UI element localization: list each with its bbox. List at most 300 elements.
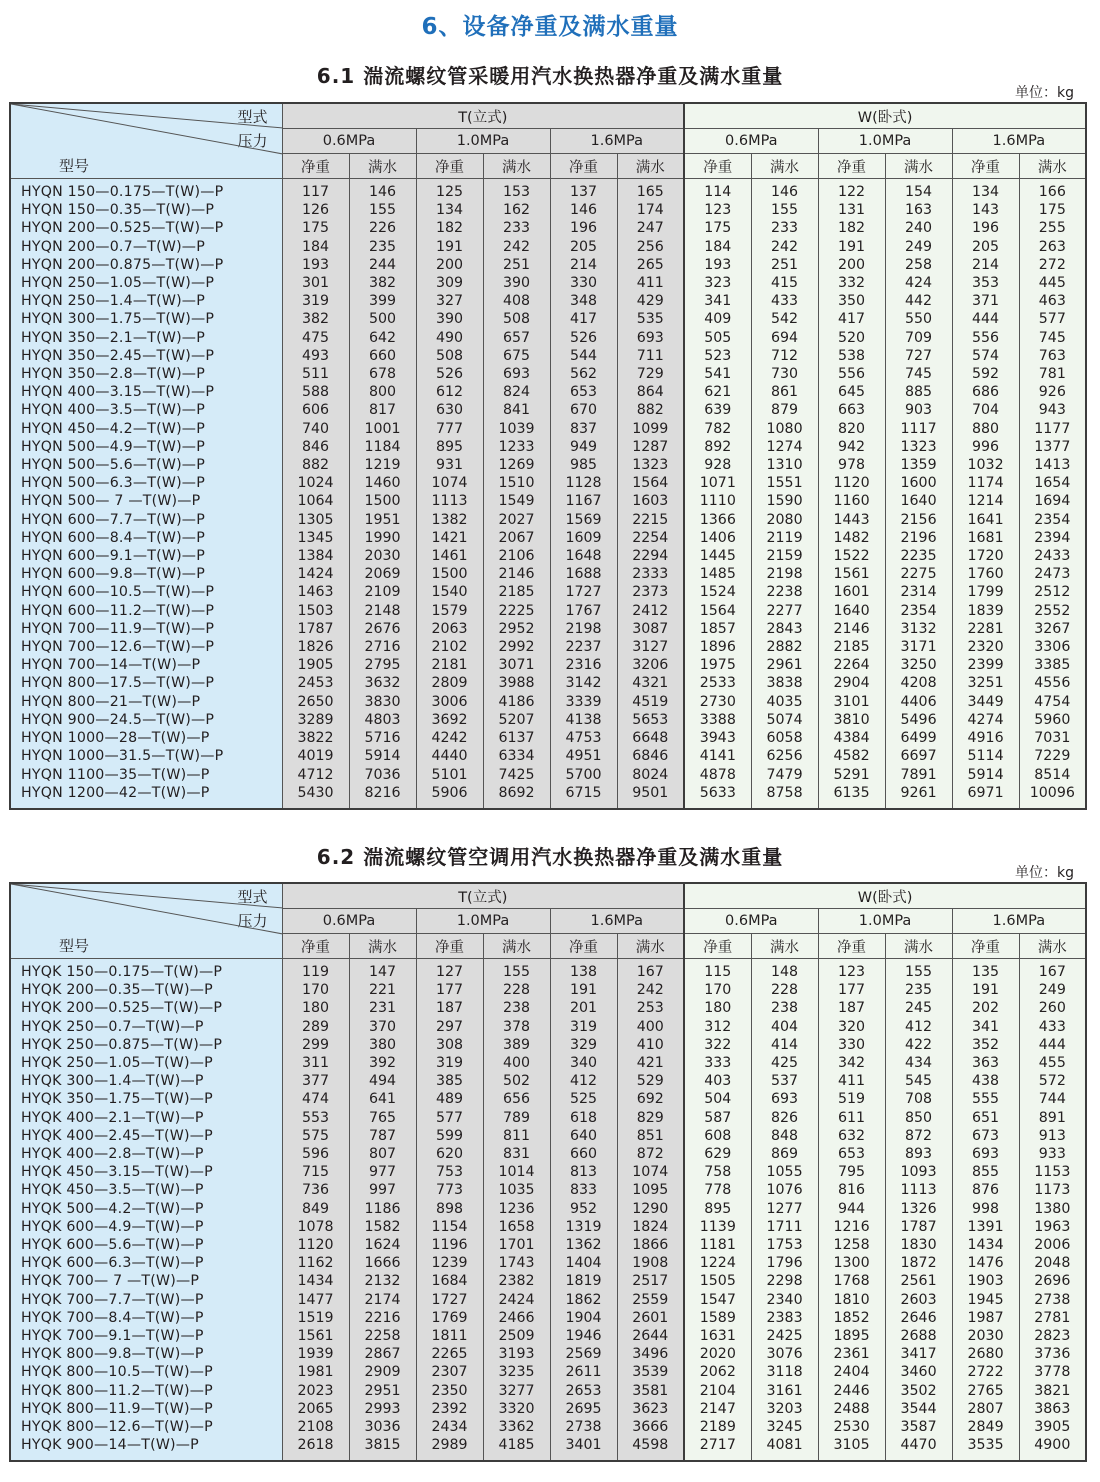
weight-cell: 1951 <box>349 511 416 529</box>
weight-cell: 3206 <box>617 656 684 674</box>
weight-cell: 2952 <box>483 620 550 638</box>
weight-cell: 606 <box>282 401 349 419</box>
net-weight-header: 净重 <box>416 934 483 959</box>
weight-cell: 787 <box>349 1127 416 1145</box>
weight-cell: 1903 <box>952 1272 1019 1290</box>
weight-cell: 2795 <box>349 656 416 674</box>
model-cell: HYQN 1000—31.5—T(W)—P <box>10 747 282 765</box>
weight-cell: 2298 <box>751 1272 818 1290</box>
model-cell: HYQK 600—6.3—T(W)—P <box>10 1254 282 1272</box>
weight-cell: 155 <box>885 959 952 982</box>
weight-cell: 765 <box>349 1109 416 1127</box>
header-row-type <box>10 883 1086 909</box>
weight-cell: 7229 <box>1019 747 1086 765</box>
weight-cell: 525 <box>550 1090 617 1108</box>
full-water-header: 满水 <box>617 934 684 959</box>
weight-cell: 727 <box>885 347 952 365</box>
weight-cell: 1110 <box>684 492 751 510</box>
weight-cell: 6846 <box>617 747 684 765</box>
table-row <box>10 711 1086 729</box>
weight-cell: 1120 <box>818 474 885 492</box>
weight-cell: 148 <box>751 959 818 982</box>
net-weight-header: 净重 <box>282 934 349 959</box>
model-cell: HYQK 250—0.875—T(W)—P <box>10 1036 282 1054</box>
weight-cell: 824 <box>483 383 550 401</box>
weight-cell: 592 <box>952 365 1019 383</box>
weight-cell: 2237 <box>550 638 617 656</box>
weight-cell: 2404 <box>818 1363 885 1381</box>
weight-cell: 5074 <box>751 711 818 729</box>
weight-cell: 1154 <box>416 1218 483 1236</box>
weight-cell: 6648 <box>617 729 684 747</box>
weight-cell: 640 <box>550 1127 617 1145</box>
weight-cell: 2062 <box>684 1363 751 1381</box>
weight-cell: 709 <box>885 329 952 347</box>
weight-cell: 1666 <box>349 1254 416 1272</box>
table-row <box>10 383 1086 401</box>
weight-cell: 1939 <box>282 1345 349 1363</box>
weight-cell: 1024 <box>282 474 349 492</box>
weight-cell: 817 <box>349 401 416 419</box>
weight-cell: 242 <box>483 238 550 256</box>
weight-cell: 675 <box>483 347 550 365</box>
table-row <box>10 1345 1086 1363</box>
weight-cell: 1055 <box>751 1163 818 1181</box>
weight-cell: 3127 <box>617 638 684 656</box>
weight-cell: 180 <box>684 999 751 1017</box>
weight-cell: 1095 <box>617 1181 684 1199</box>
weight-cell: 949 <box>550 438 617 456</box>
weight-cell: 240 <box>885 219 952 237</box>
pressure-header: 0.6MPa <box>684 909 818 934</box>
weight-cell: 3821 <box>1019 1382 1086 1400</box>
weight-cell: 3193 <box>483 1345 550 1363</box>
weight-cell: 301 <box>282 274 349 292</box>
table-row <box>10 1018 1086 1036</box>
weight-cell: 2235 <box>885 547 952 565</box>
weight-cell: 3320 <box>483 1400 550 1418</box>
table-row <box>10 401 1086 419</box>
weight-cell: 175 <box>1019 201 1086 219</box>
weight-cell: 1590 <box>751 492 818 510</box>
weight-cell: 913 <box>1019 1127 1086 1145</box>
weight-cell: 3105 <box>818 1436 885 1461</box>
weight-cell: 309 <box>416 274 483 292</box>
weight-cell: 205 <box>550 238 617 256</box>
weight-cell: 4242 <box>416 729 483 747</box>
weight-cell: 425 <box>751 1054 818 1072</box>
weight-cell: 933 <box>1019 1145 1086 1163</box>
weight-cell: 928 <box>684 456 751 474</box>
pressure-header: 1.6MPa <box>550 909 684 934</box>
table-row <box>10 999 1086 1017</box>
weight-cell: 3071 <box>483 656 550 674</box>
weight-cell: 371 <box>952 292 1019 310</box>
weight-cell: 4208 <box>885 674 952 692</box>
weight-cell: 411 <box>617 274 684 292</box>
weight-cell: 3250 <box>885 656 952 674</box>
weight-cell: 409 <box>684 310 751 328</box>
weight-cell: 1787 <box>282 620 349 638</box>
weight-cell: 193 <box>684 256 751 274</box>
weight-cell: 2488 <box>818 1400 885 1418</box>
weight-cell: 348 <box>550 292 617 310</box>
weight-cell: 1216 <box>818 1218 885 1236</box>
weight-cell: 2823 <box>1019 1327 1086 1345</box>
weight-cell: 892 <box>684 438 751 456</box>
weight-cell: 5906 <box>416 784 483 809</box>
pressure-header: 1.6MPa <box>952 129 1086 154</box>
weight-cell: 678 <box>349 365 416 383</box>
weight-cell: 474 <box>282 1090 349 1108</box>
weight-cell: 872 <box>617 1145 684 1163</box>
weight-cell: 2722 <box>952 1363 1019 1381</box>
weight-cell: 1001 <box>349 420 416 438</box>
weight-cell: 1564 <box>684 602 751 620</box>
section-1-title: 6.1 湍流螺纹管采暖用汽水换热器净重及满水重量 <box>316 64 784 88</box>
weight-cell: 8692 <box>483 784 550 809</box>
table-row <box>10 547 1086 565</box>
net-weight-header: 净重 <box>282 154 349 179</box>
weight-cell: 1117 <box>885 420 952 438</box>
model-cell: HYQN 600—10.5—T(W)—P <box>10 583 282 601</box>
table-row <box>10 438 1086 456</box>
weight-cell: 214 <box>952 256 1019 274</box>
weight-cell: 587 <box>684 1109 751 1127</box>
weight-cell: 322 <box>684 1036 751 1054</box>
weight-cell: 693 <box>952 1145 1019 1163</box>
weight-cell: 1184 <box>349 438 416 456</box>
weight-cell: 2904 <box>818 674 885 692</box>
weight-cell: 2717 <box>684 1436 751 1461</box>
weight-cell: 1720 <box>952 547 1019 565</box>
weight-cell: 1796 <box>751 1254 818 1272</box>
weight-cell: 500 <box>349 310 416 328</box>
weight-cell: 711 <box>617 347 684 365</box>
weight-cell: 184 <box>282 238 349 256</box>
net-weight-header: 净重 <box>684 934 751 959</box>
weight-cell: 2676 <box>349 620 416 638</box>
weight-cell: 1323 <box>885 438 952 456</box>
weight-cell: 2023 <box>282 1382 349 1400</box>
weight-cell: 327 <box>416 292 483 310</box>
weight-cell: 2185 <box>483 583 550 601</box>
weight-cell: 574 <box>952 347 1019 365</box>
pressure-header: 0.6MPa <box>684 129 818 154</box>
weight-cell: 2473 <box>1019 565 1086 583</box>
weight-cell: 773 <box>416 1181 483 1199</box>
weight-cell: 1549 <box>483 492 550 510</box>
weight-cell: 841 <box>483 401 550 419</box>
weight-cell: 4019 <box>282 747 349 765</box>
weight-cell: 4141 <box>684 747 751 765</box>
weight-cell: 869 <box>751 1145 818 1163</box>
weight-cell: 4712 <box>282 766 349 784</box>
weight-cell: 2104 <box>684 1382 751 1400</box>
model-cell: HYQN 700—11.9—T(W)—P <box>10 620 282 638</box>
weight-cell: 228 <box>483 981 550 999</box>
weight-cell: 651 <box>952 1109 1019 1127</box>
weight-cell: 508 <box>483 310 550 328</box>
weight-cell: 167 <box>1019 959 1086 982</box>
weight-cell: 4081 <box>751 1436 818 1461</box>
net-weight-header: 净重 <box>550 154 617 179</box>
weight-cell: 308 <box>416 1036 483 1054</box>
table-row <box>10 766 1086 784</box>
weight-cell: 1445 <box>684 547 751 565</box>
weight-cell: 174 <box>617 201 684 219</box>
weight-cell: 399 <box>349 292 416 310</box>
weight-cell: 7036 <box>349 766 416 784</box>
weight-cell: 226 <box>349 219 416 237</box>
weight-cell: 3623 <box>617 1400 684 1418</box>
weight-cell: 442 <box>885 292 952 310</box>
weight-cell: 588 <box>282 383 349 401</box>
weight-cell: 299 <box>282 1036 349 1054</box>
table-row <box>10 1236 1086 1254</box>
weight-cell: 251 <box>751 256 818 274</box>
weight-cell: 996 <box>952 438 1019 456</box>
weight-cell: 1505 <box>684 1272 751 1290</box>
weight-cell: 3587 <box>885 1418 952 1436</box>
weight-cell: 3203 <box>751 1400 818 1418</box>
type-label: 型式 <box>237 888 268 906</box>
model-cell: HYQK 250—0.7—T(W)—P <box>10 1018 282 1036</box>
weight-cell: 231 <box>349 999 416 1017</box>
weight-cell: 253 <box>617 999 684 1017</box>
weight-cell: 1233 <box>483 438 550 456</box>
weight-cell: 782 <box>684 420 751 438</box>
weight-cell: 2354 <box>1019 511 1086 529</box>
weight-cell: 134 <box>952 179 1019 202</box>
weight-cell: 6697 <box>885 747 952 765</box>
weight-cell: 2148 <box>349 602 416 620</box>
weight-cell: 1434 <box>282 1272 349 1290</box>
weight-cell: 511 <box>282 365 349 383</box>
weight-cell: 175 <box>684 219 751 237</box>
table-row <box>10 1363 1086 1381</box>
weight-cell: 2258 <box>349 1327 416 1345</box>
weight-cell: 155 <box>483 959 550 982</box>
header-row-type <box>10 103 1086 129</box>
weight-cell: 885 <box>885 383 952 401</box>
weight-cell: 202 <box>952 999 1019 1017</box>
weight-cell: 556 <box>952 329 1019 347</box>
weight-cell: 191 <box>952 981 1019 999</box>
weight-cell: 333 <box>684 1054 751 1072</box>
weight-cell: 1852 <box>818 1309 885 1327</box>
weight-cell: 2109 <box>349 583 416 601</box>
weight-cell: 1658 <box>483 1218 550 1236</box>
weight-cell: 630 <box>416 401 483 419</box>
weight-cell: 3736 <box>1019 1345 1086 1363</box>
full-water-header: 满水 <box>349 154 416 179</box>
weight-cell: 1857 <box>684 620 751 638</box>
weight-cell: 6971 <box>952 784 1019 809</box>
weight-cell: 2238 <box>751 583 818 601</box>
weight-cell: 2174 <box>349 1291 416 1309</box>
weight-cell: 1258 <box>818 1236 885 1254</box>
weight-cell: 3087 <box>617 620 684 638</box>
weight-cell: 463 <box>1019 292 1086 310</box>
weight-cell: 247 <box>617 219 684 237</box>
weight-cell: 942 <box>818 438 885 456</box>
table-row <box>10 529 1086 547</box>
weight-cell: 1839 <box>952 602 1019 620</box>
weight-cell: 1946 <box>550 1327 617 1345</box>
weight-cell: 1688 <box>550 565 617 583</box>
weight-cell: 2216 <box>349 1309 416 1327</box>
weight-cell: 811 <box>483 1127 550 1145</box>
weight-cell: 978 <box>818 456 885 474</box>
weight-cell: 3666 <box>617 1418 684 1436</box>
weight-cell: 1277 <box>751 1200 818 1218</box>
weight-cell: 632 <box>818 1127 885 1145</box>
weight-cell: 2738 <box>1019 1291 1086 1309</box>
weight-cell: 134 <box>416 201 483 219</box>
weight-cell: 6334 <box>483 747 550 765</box>
weight-cell: 2653 <box>550 1382 617 1400</box>
weight-cell: 740 <box>282 420 349 438</box>
weight-cell: 903 <box>885 401 952 419</box>
weight-cell: 1359 <box>885 456 952 474</box>
weight-cell: 1561 <box>282 1327 349 1345</box>
model-cell: HYQN 600—9.1—T(W)—P <box>10 547 282 565</box>
weight-cell: 2063 <box>416 620 483 638</box>
model-cell: HYQK 500—4.2—T(W)—P <box>10 1200 282 1218</box>
weight-cell: 1196 <box>416 1236 483 1254</box>
weight-cell: 1769 <box>416 1309 483 1327</box>
weight-cell: 3778 <box>1019 1363 1086 1381</box>
weight-cell: 555 <box>952 1090 1019 1108</box>
weight-cell: 4598 <box>617 1436 684 1461</box>
weight-cell: 3581 <box>617 1382 684 1400</box>
weight-cell: 758 <box>684 1163 751 1181</box>
weight-cell: 1177 <box>1019 420 1086 438</box>
weight-cell: 1219 <box>349 456 416 474</box>
weight-cell: 2530 <box>818 1418 885 1436</box>
weight-cell: 1345 <box>282 529 349 547</box>
weight-cell: 1460 <box>349 474 416 492</box>
table-row <box>10 474 1086 492</box>
pressure-header: 1.6MPa <box>550 129 684 154</box>
full-water-header: 满水 <box>349 934 416 959</box>
weight-cell: 1323 <box>617 456 684 474</box>
weight-cell: 3251 <box>952 674 1019 692</box>
weight-cell: 1406 <box>684 529 751 547</box>
weight-cell: 5430 <box>282 784 349 809</box>
weight-cell: 415 <box>751 274 818 292</box>
weight-cell: 235 <box>885 981 952 999</box>
weight-cell: 837 <box>550 420 617 438</box>
weight-cell: 392 <box>349 1054 416 1072</box>
weight-cell: 704 <box>952 401 1019 419</box>
weight-cell: 187 <box>416 999 483 1017</box>
weight-cell: 201 <box>550 999 617 1017</box>
weight-cell: 242 <box>751 238 818 256</box>
weight-cell: 1862 <box>550 1291 617 1309</box>
model-cell: HYQN 1100—35—T(W)—P <box>10 766 282 784</box>
weight-cell: 846 <box>282 438 349 456</box>
weight-cell: 3245 <box>751 1418 818 1436</box>
weight-cell: 1510 <box>483 474 550 492</box>
weight-cell: 1727 <box>550 583 617 601</box>
weight-cell: 562 <box>550 365 617 383</box>
weight-cell: 146 <box>550 201 617 219</box>
weight-cell: 1819 <box>550 1272 617 1290</box>
table-row <box>10 1163 1086 1181</box>
weight-cell: 389 <box>483 1036 550 1054</box>
table-row <box>10 310 1086 328</box>
weight-cell: 3036 <box>349 1418 416 1436</box>
weight-cell: 353 <box>952 274 1019 292</box>
weight-cell: 196 <box>952 219 1019 237</box>
weight-cell: 2080 <box>751 511 818 529</box>
weight-cell: 455 <box>1019 1054 1086 1072</box>
weight-cell: 311 <box>282 1054 349 1072</box>
weight-cell: 545 <box>885 1072 952 1090</box>
weight-cell: 3810 <box>818 711 885 729</box>
weight-cell: 2069 <box>349 565 416 583</box>
horizontal-type-header: W(卧式) <box>684 103 1086 129</box>
weight-cell: 2466 <box>483 1309 550 1327</box>
weight-cell: 115 <box>684 959 751 982</box>
weight-cell: 2394 <box>1019 529 1086 547</box>
weight-cell: 258 <box>885 256 952 274</box>
weight-cell: 2392 <box>416 1400 483 1418</box>
table-row <box>10 1218 1086 1236</box>
weight-cell: 2340 <box>751 1291 818 1309</box>
weight-cell: 2027 <box>483 511 550 529</box>
model-cell: HYQN 400—3.5—T(W)—P <box>10 401 282 419</box>
pressure-header: 1.0MPa <box>416 129 550 154</box>
weight-cell: 114 <box>684 179 751 202</box>
table-row <box>10 656 1086 674</box>
weight-cell: 926 <box>1019 383 1086 401</box>
weight-cell: 1701 <box>483 1236 550 1254</box>
weight-cell: 629 <box>684 1145 751 1163</box>
full-water-header: 满水 <box>751 934 818 959</box>
weight-cell: 370 <box>349 1018 416 1036</box>
weight-cell: 400 <box>483 1054 550 1072</box>
weight-cell: 5914 <box>349 747 416 765</box>
weight-cell: 7031 <box>1019 729 1086 747</box>
weight-cell: 1162 <box>282 1254 349 1272</box>
weight-cell: 1167 <box>550 492 617 510</box>
weight-cell: 6135 <box>818 784 885 809</box>
weight-cell: 4753 <box>550 729 617 747</box>
weight-cell: 753 <box>416 1163 483 1181</box>
weight-cell: 820 <box>818 420 885 438</box>
model-cell: HYQK 700—8.4—T(W)—P <box>10 1309 282 1327</box>
weight-cell: 8024 <box>617 766 684 784</box>
weight-cell: 2951 <box>349 1382 416 1400</box>
weight-cell: 2730 <box>684 693 751 711</box>
weight-cell: 1139 <box>684 1218 751 1236</box>
weight-cell: 255 <box>1019 219 1086 237</box>
weight-cell: 342 <box>818 1054 885 1072</box>
weight-cell: 2067 <box>483 529 550 547</box>
table-row <box>10 620 1086 638</box>
weight-cell: 1239 <box>416 1254 483 1272</box>
weight-cell: 330 <box>818 1036 885 1054</box>
weight-cell: 556 <box>818 365 885 383</box>
weight-cell: 2265 <box>416 1345 483 1363</box>
weight-cell: 1300 <box>818 1254 885 1272</box>
weight-cell: 2738 <box>550 1418 617 1436</box>
weight-cell: 165 <box>617 179 684 202</box>
weight-cell: 1768 <box>818 1272 885 1290</box>
